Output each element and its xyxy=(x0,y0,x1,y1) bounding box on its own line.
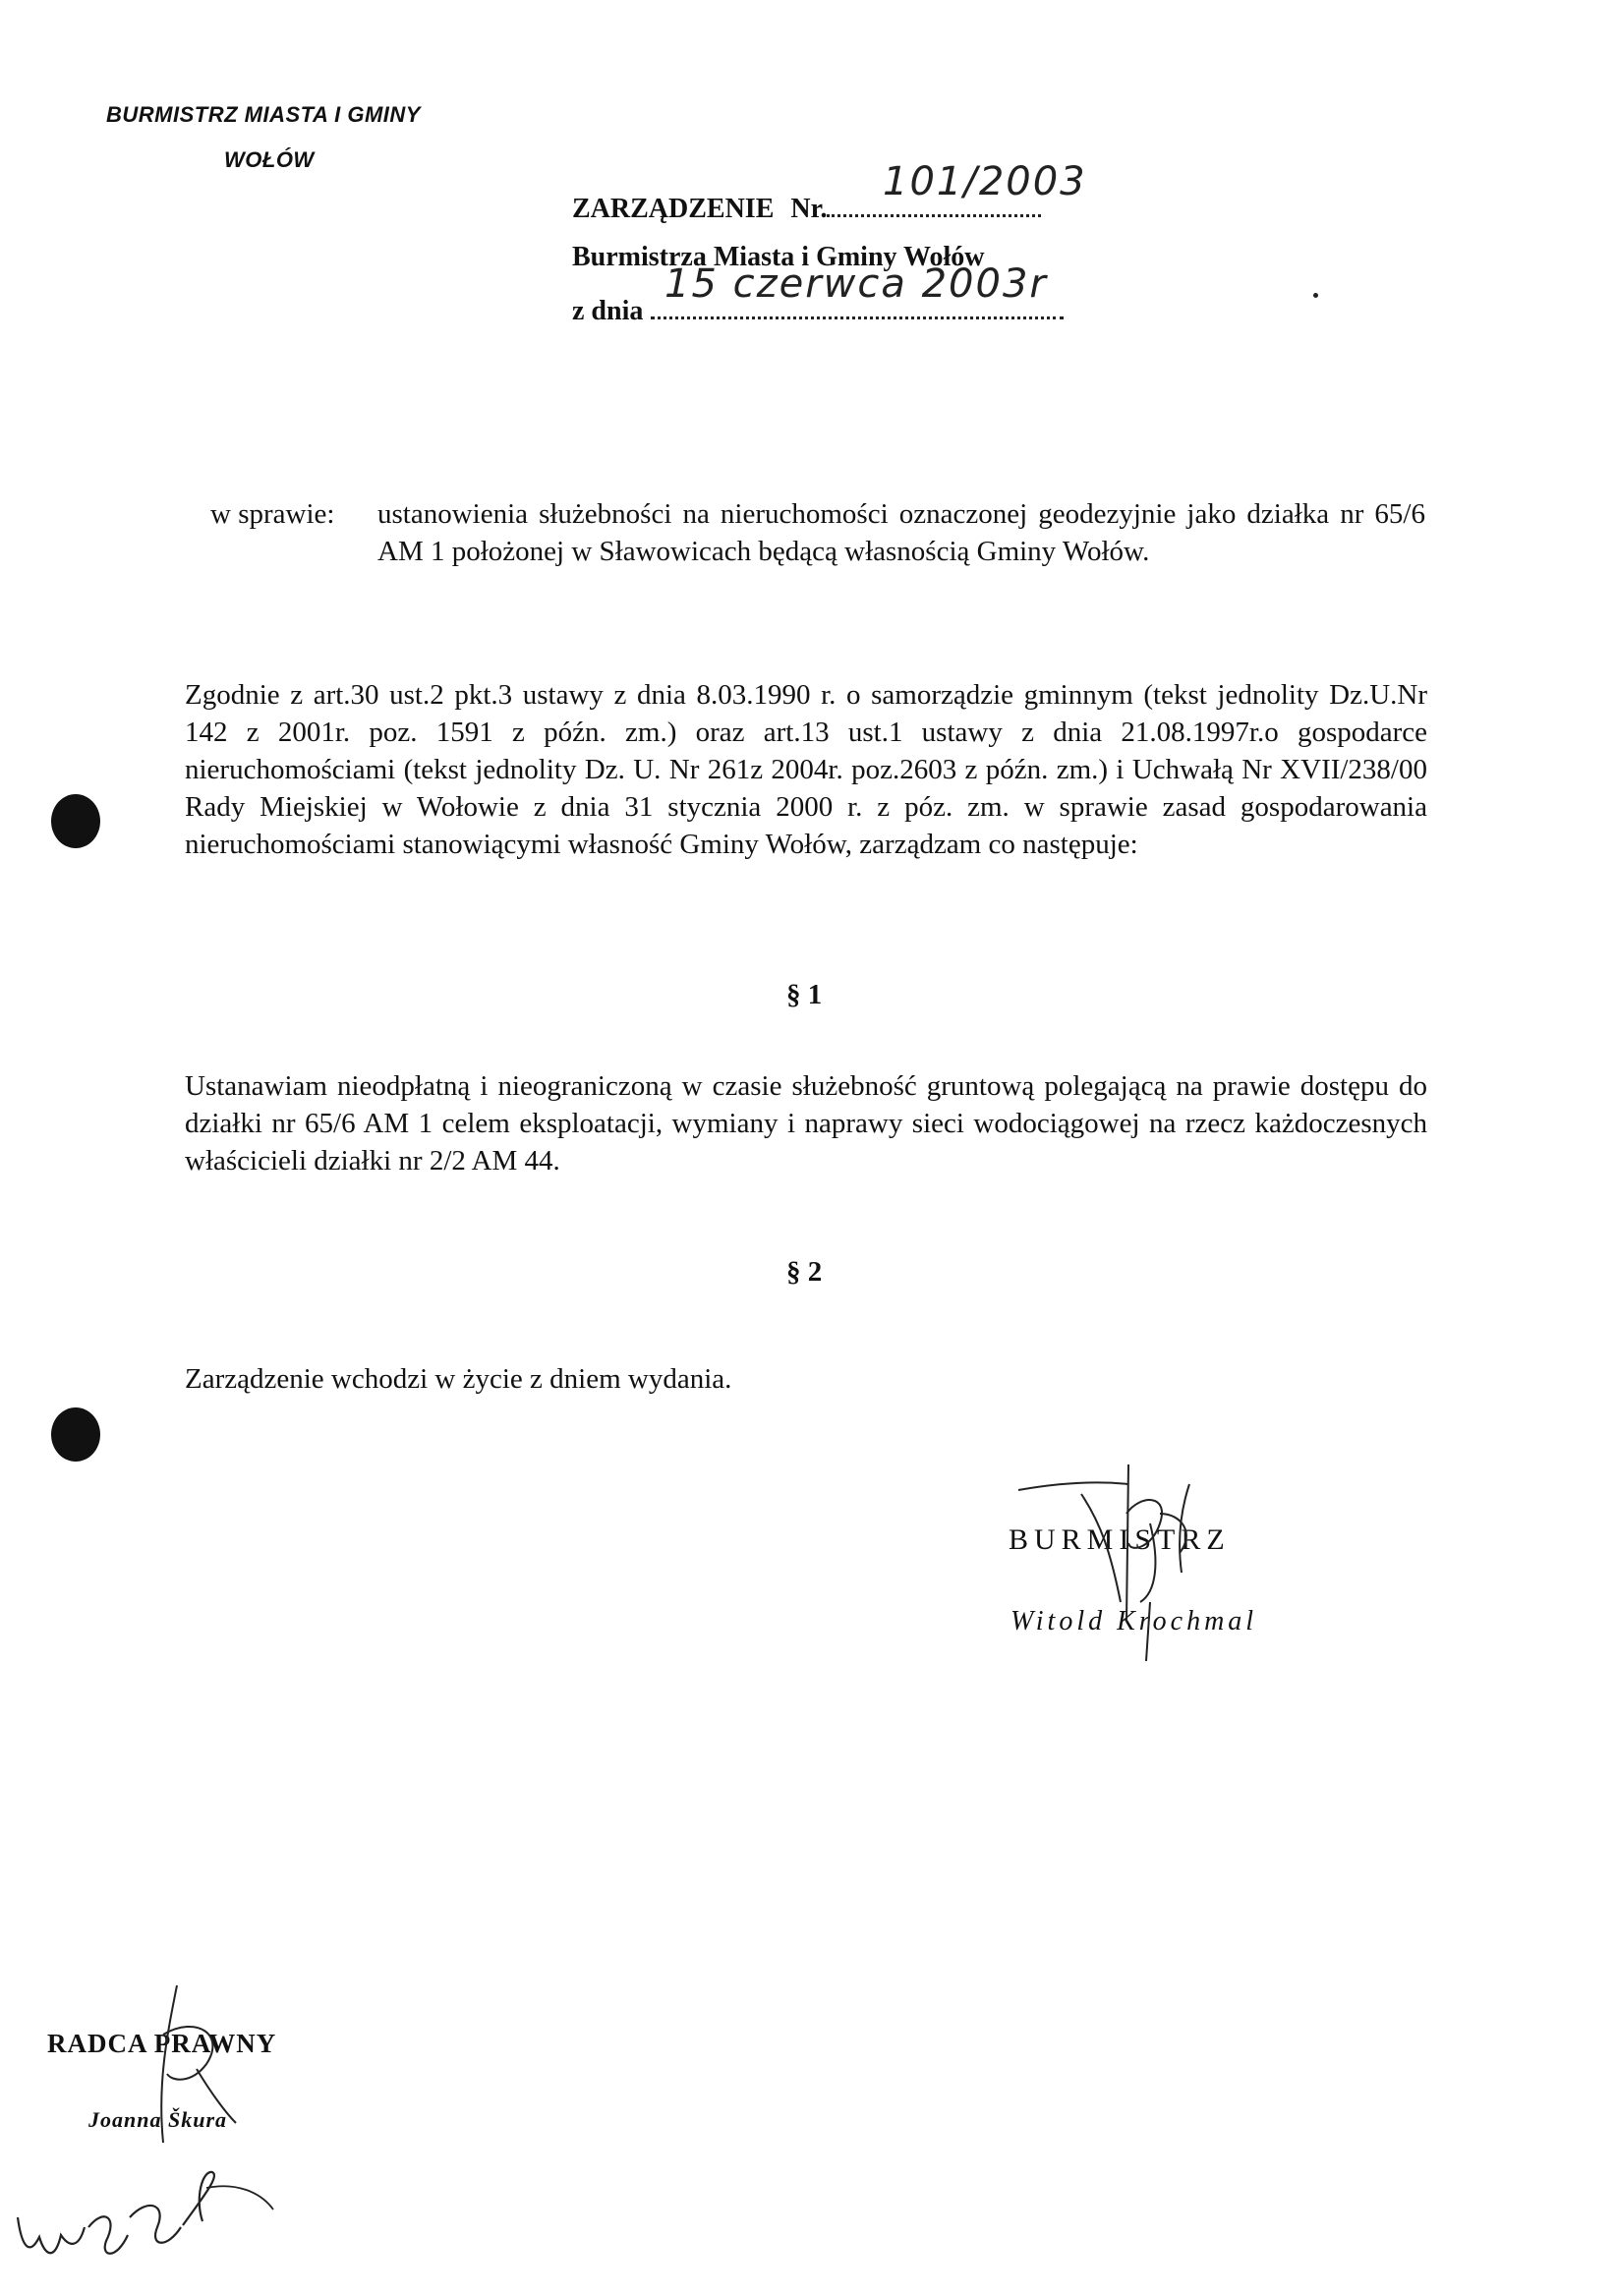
number-handwritten: 101/2003 xyxy=(883,159,1087,204)
section-2-text: Zarządzenie wchodzi w życie z dniem wydania. xyxy=(185,1363,732,1395)
mayor-handwritten-signature xyxy=(1012,1455,1248,1671)
subject-label: w sprawie: xyxy=(210,498,335,530)
signature-title: BURMISTRZ xyxy=(1009,1523,1231,1556)
issuer-line: Burmistrza Miasta i Gminy Wołów xyxy=(572,242,985,272)
punch-hole-top xyxy=(51,794,100,848)
counsel-title: RADCA PRAWNY xyxy=(47,2029,277,2058)
section-1-text: Ustanawiam nieodpłatną i nieograniczoną w czasie służebność gruntową polegającą na prawie dostępu do działki nr 65/6 AM 1 celem eksploatacji, wymiany i naprawy sieci wodociągowej na rzecz każdoczesnych właścicieli działki nr 2/2 AM 44. xyxy=(185,1070,1427,1177)
punch-hole-bottom xyxy=(51,1407,100,1462)
section-2-mark: § 2 xyxy=(786,1256,823,1288)
date-handwritten: 15 czerwca 2003r xyxy=(664,261,1048,307)
number-label: Nr. xyxy=(790,194,828,224)
preamble: Zgodnie z art.30 ust.2 pkt.3 ustawy z dnia 8.03.1990 r. o samorządzie gminnym (tekst jednolity Dz.U.Nr 142 z 2001r. poz. 1591 z późn. zm.) oraz art.13 ust.1 ustawy z dnia 21.08.1997r.o gospodarce nieruchomościami (tekst jednolity Dz. U. Nr 261z 2004r. poz.2603 z późn. zm.) i Uchwałą Nr XVII/238/00 Rady Miejskiej w Wołowie z dnia 31 stycznia 2000 r. z póz. zm. w sprawie zasad gospodarowania nieruchomościami stanowiącymi własność Gminy Wołów, zarządzam co następuje: xyxy=(185,679,1427,860)
title-label: ZARZĄDZENIE xyxy=(572,194,775,224)
stray-mark xyxy=(1313,293,1318,298)
office-name-line2: WOŁÓW xyxy=(224,147,315,172)
section-1-mark: § 1 xyxy=(786,979,823,1010)
office-name-line1: BURMISTRZ MIASTA I GMINY xyxy=(106,102,421,127)
paraph-signature xyxy=(10,2158,285,2276)
date-label: z dnia xyxy=(572,296,644,326)
subject-text: ustanowienia służebności na nieruchomości oznaczonej geodezyjnie jako działka nr 65/6 AM 1 położonej w Sławowicach będącą własnością Gminy Wołów. xyxy=(377,498,1425,567)
counsel-name: Joanna Škura xyxy=(88,2107,228,2132)
signature-name: Witold Krochmal xyxy=(1010,1606,1258,1636)
counsel-handwritten-signature xyxy=(138,1976,256,2152)
